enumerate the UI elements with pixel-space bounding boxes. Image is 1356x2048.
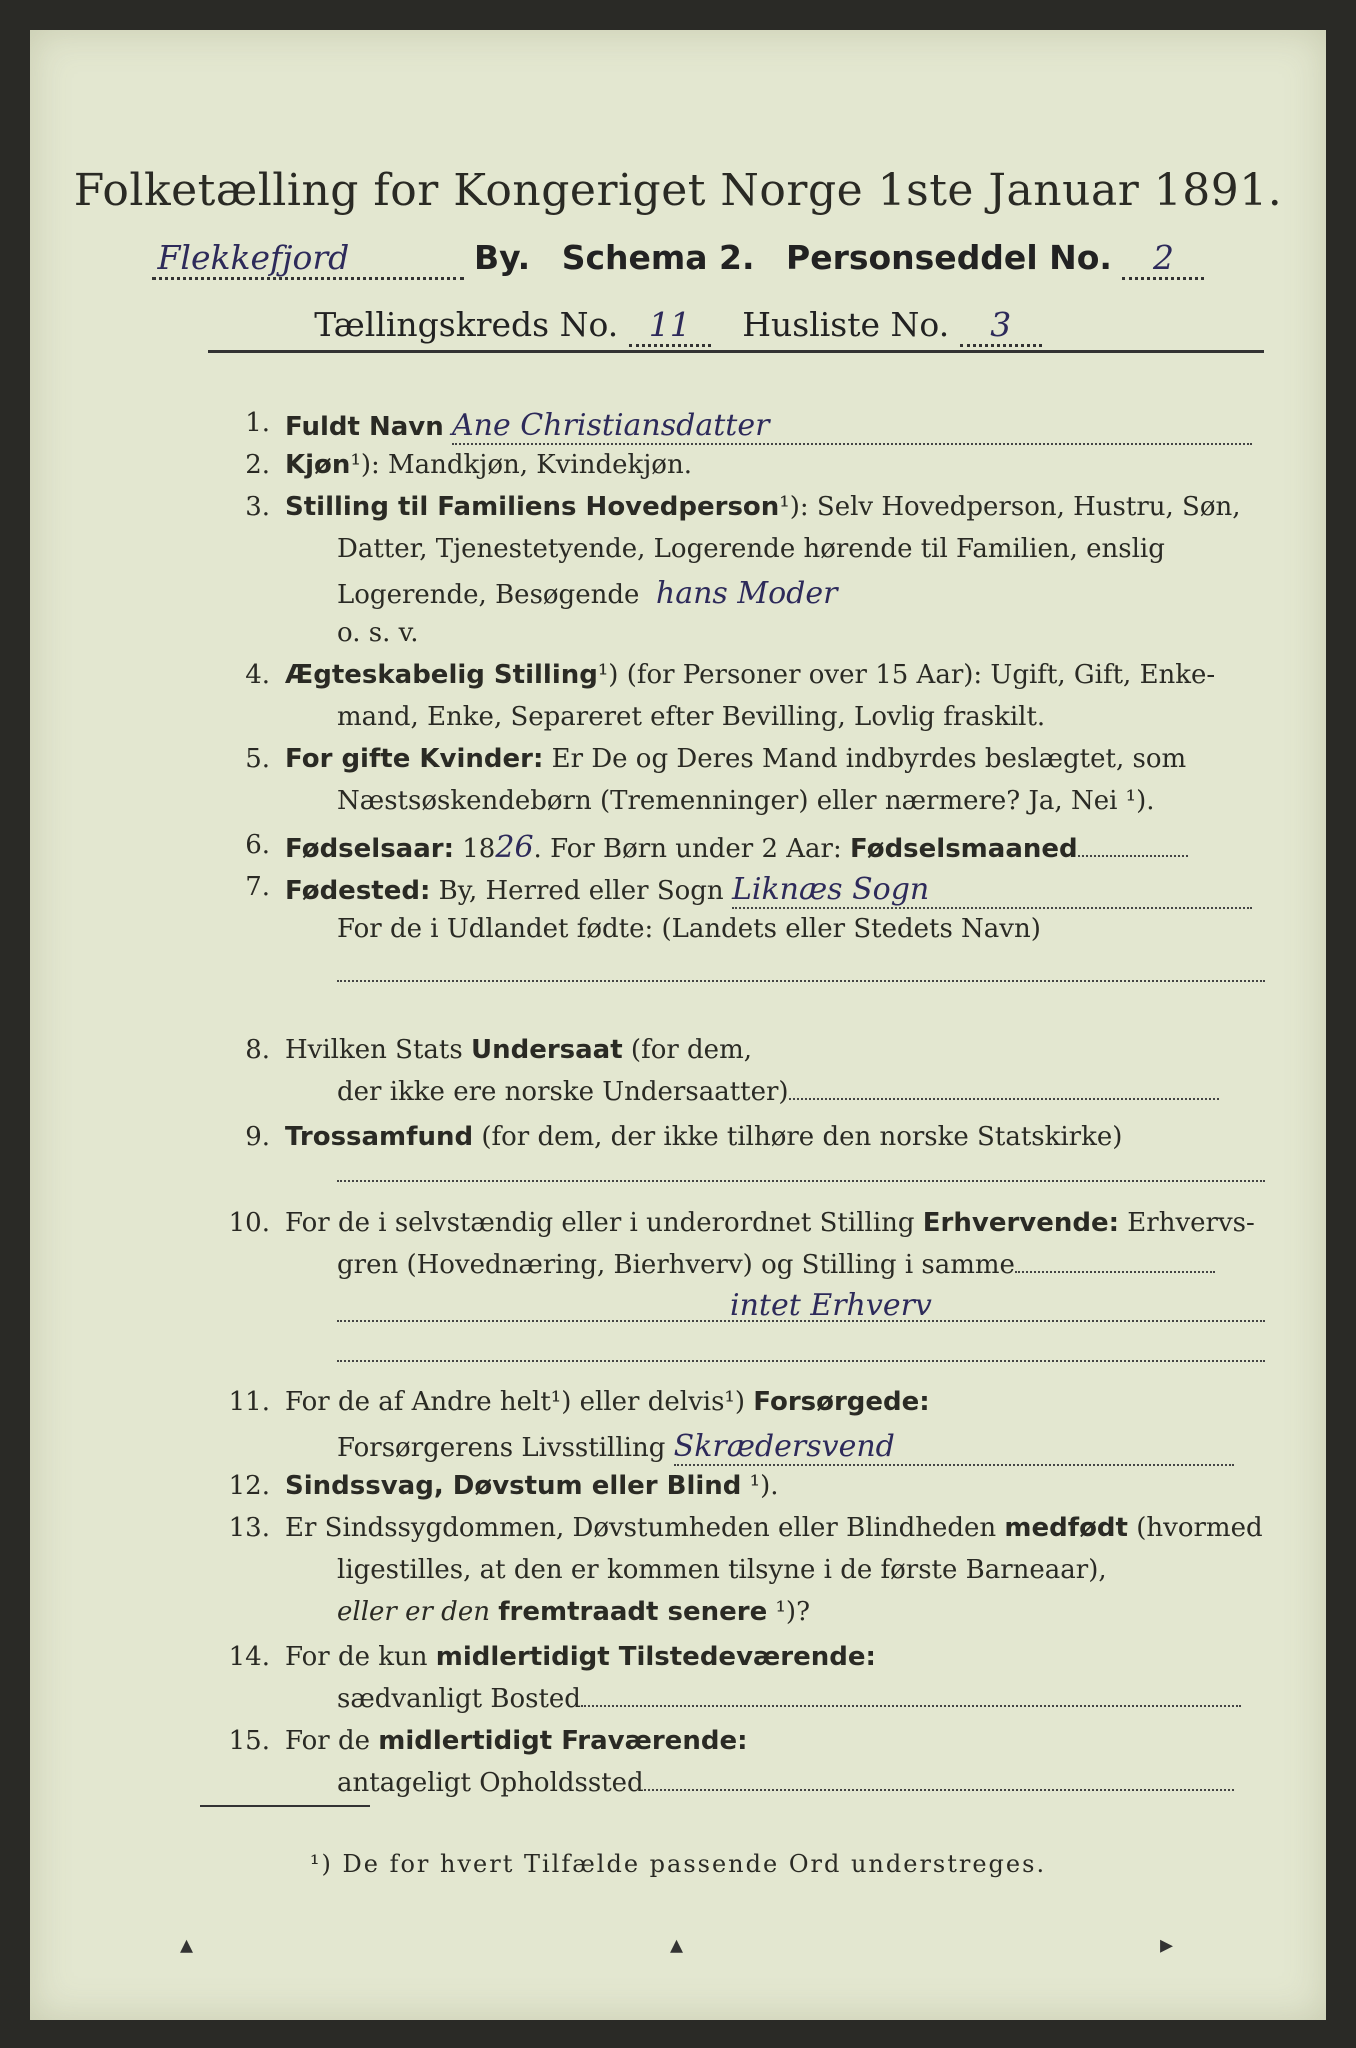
question-body: (for dem, der ikke tilhøre den norske Statskirke) — [473, 1122, 1123, 1152]
provider-answer: Skrædersvend — [674, 1429, 1234, 1466]
question-number: 4. — [245, 660, 270, 690]
question-text — [285, 1387, 1266, 1417]
question-body: ¹) (for Personer over 15 Aar): Ugift, Gift, Enke- — [597, 660, 1216, 690]
question-body: For de kun — [285, 1642, 436, 1672]
form-title: Folketælling for Kongeriget Norge 1ste Januar 1891. — [73, 165, 1283, 216]
question-body — [337, 1684, 1266, 1714]
question-text — [285, 492, 1266, 522]
question-body: ligestilles, at den er kommen tilsyne i de første Barneaar), — [337, 1555, 1107, 1585]
answer-line — [337, 1320, 1265, 1322]
question-number: 7. — [245, 872, 270, 902]
question-body-text: eller er den — [337, 1597, 499, 1627]
question-label: Ægteskabelig Stilling — [285, 660, 598, 690]
footnote: ¹) De for hvert Tilfælde passende Ord understreges. — [309, 1850, 1047, 1878]
birth-month-field — [1078, 855, 1188, 857]
question-body: . For Børn under 2 Aar: — [533, 834, 850, 864]
question-body: Datter, Tjenestetyende, Logerende hørende til Familien, enslig — [337, 534, 1165, 564]
question-body-2: Erhvervs- — [1119, 1208, 1255, 1238]
question-number: 12. — [228, 1471, 270, 1501]
question-label: midlertidigt Tilstedeværende: — [435, 1642, 876, 1672]
question-label: Trossamfund — [285, 1122, 474, 1152]
question-label: Undersaat — [470, 1035, 623, 1065]
kreds-number: 11 — [629, 305, 711, 347]
question-body — [337, 1768, 1266, 1798]
answer-line — [337, 1360, 1265, 1362]
occupation-answer: intet Erhverv — [730, 1288, 932, 1323]
question-body — [337, 1250, 1266, 1280]
question-number: 3. — [245, 492, 270, 522]
year-prefix: 18 — [454, 834, 496, 864]
question-body-text: Logerende, Besøgende — [337, 580, 640, 610]
registration-mark-icon: ▸ — [1160, 1930, 1174, 1960]
question-number: 1. — [245, 408, 270, 438]
question-number: 13. — [228, 1513, 270, 1543]
husliste-number: 3 — [960, 305, 1042, 347]
question-body: mand, Enke, Separeret efter Bevilling, Lovlig fraskilt. — [337, 702, 1046, 732]
question-body-text: Forsørgerens Livsstilling — [337, 1433, 666, 1463]
question-text — [285, 1122, 1266, 1152]
question-label: Fuldt Navn — [285, 412, 444, 442]
question-label: Stilling til Familiens Hovedperson — [285, 492, 780, 522]
question-label: For gifte Kvinder: — [285, 744, 544, 774]
question-body: For de i Udlandet fødte: (Landets eller Stedets Navn) — [337, 914, 1041, 944]
town-name: Flekkefjord — [152, 238, 464, 280]
by-label: By. — [474, 238, 531, 277]
footnote-divider — [200, 1805, 370, 1807]
question-label: Erhvervende: — [922, 1208, 1120, 1238]
question-text — [285, 872, 1266, 909]
question-number: 8. — [245, 1035, 270, 1065]
question-body-2: (for dem, — [622, 1035, 752, 1065]
question-body: Næstsøskendebørn (Tremenninger) eller nærmere? Ja, Nei ¹). — [337, 786, 1155, 816]
census-form — [30, 30, 1326, 2020]
question-text — [285, 1513, 1266, 1543]
birthplace-answer: Liknæs Sogn — [732, 872, 1252, 909]
question-label: medfødt — [1004, 1513, 1128, 1543]
schema-label: Schema 2. — [561, 238, 755, 277]
answer-line — [337, 1180, 1265, 1182]
question-text — [285, 1726, 1266, 1756]
question-label: Forsørgede: — [753, 1387, 930, 1417]
question-body: Er Sindssygdommen, Døvstumheden eller Blindheden — [285, 1513, 1005, 1543]
question-text — [285, 660, 1266, 690]
question-body-text: sædvanligt Bosted — [337, 1684, 581, 1714]
answer-field — [789, 1098, 1219, 1100]
kreds-label: Tællingskreds No. — [314, 305, 619, 344]
question-label: Fødselsaar: — [285, 834, 454, 864]
header-line-1 — [30, 238, 1326, 280]
question-label: midlertidigt Fraværende: — [378, 1726, 748, 1756]
question-number: 11. — [228, 1387, 270, 1417]
question-text — [285, 1208, 1266, 1238]
question-body: Hvilken Stats — [285, 1035, 471, 1065]
question-number: 5. — [245, 744, 270, 774]
answer-field — [1015, 1271, 1215, 1273]
question-text — [285, 744, 1266, 774]
question-text — [285, 1035, 1266, 1065]
registration-mark-icon: ▴ — [180, 1930, 194, 1960]
question-body: By, Herred eller Sogn — [430, 876, 724, 906]
question-body — [337, 576, 1266, 611]
question-body: ¹): Mandkjøn, Kvindekjøn. — [350, 450, 692, 480]
question-text — [285, 408, 1266, 445]
answer-line — [337, 980, 1265, 982]
question-body: ¹): Selv Hovedperson, Hustru, Søn, — [779, 492, 1241, 522]
question-text — [285, 1642, 1266, 1672]
header-divider — [208, 350, 1264, 353]
question-text — [285, 1471, 1266, 1501]
question-label: Kjøn — [285, 450, 351, 480]
question-label: Sindssvag, Døvstum eller Blind — [285, 1471, 742, 1501]
question-body: For de — [285, 1726, 379, 1756]
question-body-text: gren (Hovednæring, Bierhverv) og Stilling i samme — [337, 1250, 1015, 1280]
question-body: For de i selvstændig eller i underordnet Stilling — [285, 1208, 923, 1238]
question-label: Fødested: — [285, 876, 431, 906]
question-body-text: antageligt Opholdssted — [337, 1768, 644, 1798]
question-number: 15. — [228, 1726, 270, 1756]
birth-year-answer: 26 — [495, 830, 534, 865]
question-body-text: der ikke ere norske Undersaatter) — [337, 1077, 789, 1107]
name-answer: Ane Christiansdatter — [452, 408, 1252, 445]
question-number: 2. — [245, 450, 270, 480]
question-body — [337, 1077, 1266, 1107]
question-label-2: fremtraadt senere — [498, 1597, 768, 1627]
question-number: 14. — [228, 1642, 270, 1672]
header-line-2 — [30, 305, 1326, 347]
question-body — [337, 1597, 1266, 1627]
husliste-label: Husliste No. — [742, 305, 950, 344]
answer-field — [581, 1705, 1241, 1707]
registration-mark-icon: ▴ — [670, 1930, 684, 1960]
question-body: o. s. v. — [337, 618, 419, 648]
question-text — [285, 450, 1266, 480]
question-label-2: Fødselsmaaned — [850, 834, 1078, 864]
question-body — [337, 1429, 1266, 1466]
question-text — [285, 830, 1266, 865]
personseddel-label: Personseddel No. — [786, 238, 1112, 277]
question-body: For de af Andre helt¹) eller delvis¹) — [285, 1387, 754, 1417]
question-body-text-2: ¹)? — [767, 1597, 811, 1627]
personseddel-number: 2 — [1122, 238, 1204, 280]
question-number: 9. — [245, 1122, 270, 1152]
question-number: 6. — [245, 830, 270, 860]
relation-answer: hans Moder — [655, 576, 838, 611]
question-body: ¹). — [741, 1471, 779, 1501]
question-number: 10. — [228, 1208, 270, 1238]
answer-field — [644, 1789, 1234, 1791]
question-body-2: (hvormed — [1127, 1513, 1263, 1543]
question-body: Er De og Deres Mand indbyrdes beslægtet, som — [543, 744, 1187, 774]
